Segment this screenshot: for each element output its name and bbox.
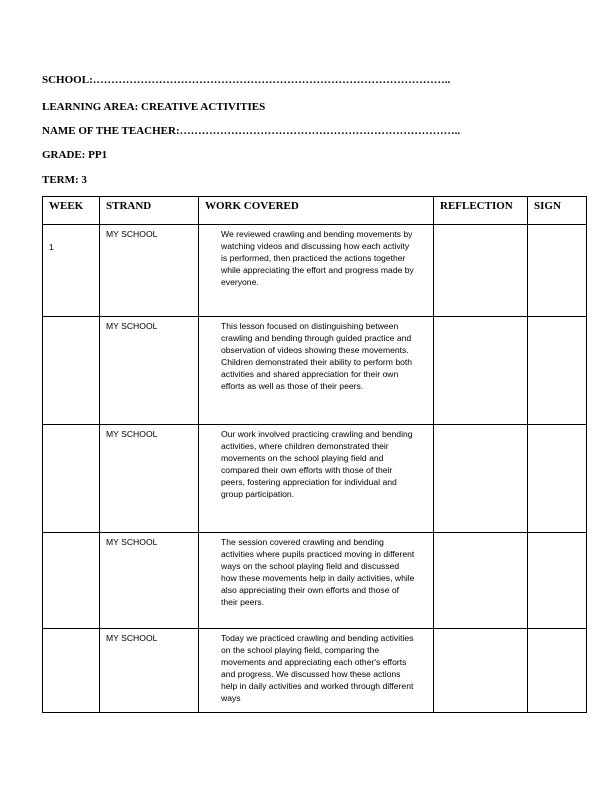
learning-area-label: LEARNING AREA: CREATIVE ACTIVITIES	[42, 101, 266, 113]
work-covered-text: Today we practiced crawling and bending activities on the school playing field, comparing the movements and appreciating each other's efforts and progress. We discussed how these actions help in daily activities and worked through different ways	[221, 633, 414, 704]
week-cell: 1	[43, 225, 100, 317]
strand-cell: MY SCHOOL	[100, 629, 199, 713]
sign-cell[interactable]	[528, 425, 587, 533]
strand-cell: MY SCHOOL	[100, 425, 199, 533]
column-header-sign: SIGN	[528, 197, 587, 225]
table-row	[43, 225, 587, 317]
work-covered-cell	[199, 425, 434, 533]
table-header-row	[43, 197, 587, 225]
reflection-cell[interactable]	[434, 317, 528, 425]
term-label: TERM: 3	[42, 174, 87, 186]
work-covered-text: Our work involved practicing crawling and bending activities, where children demonstrated their movements on the school playing field and compared their own efforts with those of their peers, fostering appreciation for individual and group participation.	[221, 429, 413, 500]
grade-label: GRADE: PP1	[42, 149, 108, 161]
table-row	[43, 629, 587, 713]
reflection-cell[interactable]	[434, 629, 528, 713]
teacher-name-field-label: NAME OF THE TEACHER:…………………………………………………………………..	[42, 125, 461, 137]
work-covered-text: We reviewed crawling and bending movements by watching videos and discussing how each activity is performed, then practiced the actions together while appreciating the effort and progress made by everyone.	[221, 229, 414, 288]
column-header-week: WEEK	[43, 197, 100, 225]
reflection-cell[interactable]	[434, 425, 528, 533]
column-header-work-covered: WORK COVERED	[199, 197, 434, 225]
work-covered-text: This lesson focused on distinguishing between crawling and bending through guided practice and observation of videos showing these movements. Children demonstrated their ability to perform both activities and shared appreciation for their own efforts as well as those of their peers.	[221, 321, 413, 392]
column-header-strand: STRAND	[100, 197, 199, 225]
scheme-of-work-table	[42, 196, 587, 713]
week-cell	[43, 629, 100, 713]
table-row	[43, 317, 587, 425]
work-covered-cell	[199, 533, 434, 629]
strand-cell: MY SCHOOL	[100, 533, 199, 629]
school-field-label: SCHOOL:……………………………………………………………………………………..	[42, 74, 451, 86]
column-header-reflection: REFLECTION	[434, 197, 528, 225]
sign-cell[interactable]	[528, 225, 587, 317]
strand-cell: MY SCHOOL	[100, 225, 199, 317]
work-covered-cell	[199, 629, 434, 713]
reflection-cell[interactable]	[434, 533, 528, 629]
week-cell	[43, 533, 100, 629]
reflection-cell[interactable]	[434, 225, 528, 317]
sign-cell[interactable]	[528, 533, 587, 629]
sign-cell[interactable]	[528, 629, 587, 713]
week-cell	[43, 425, 100, 533]
work-covered-text: The session covered crawling and bending activities where pupils practiced moving in different ways on the school playing field and discussed how these movements help in daily activities, while also appreciating their own efforts and those of their peers.	[221, 537, 415, 608]
strand-cell: MY SCHOOL	[100, 317, 199, 425]
table-row	[43, 425, 587, 533]
table-row	[43, 533, 587, 629]
week-cell	[43, 317, 100, 425]
work-covered-cell	[199, 317, 434, 425]
sign-cell[interactable]	[528, 317, 587, 425]
work-covered-cell	[199, 225, 434, 317]
